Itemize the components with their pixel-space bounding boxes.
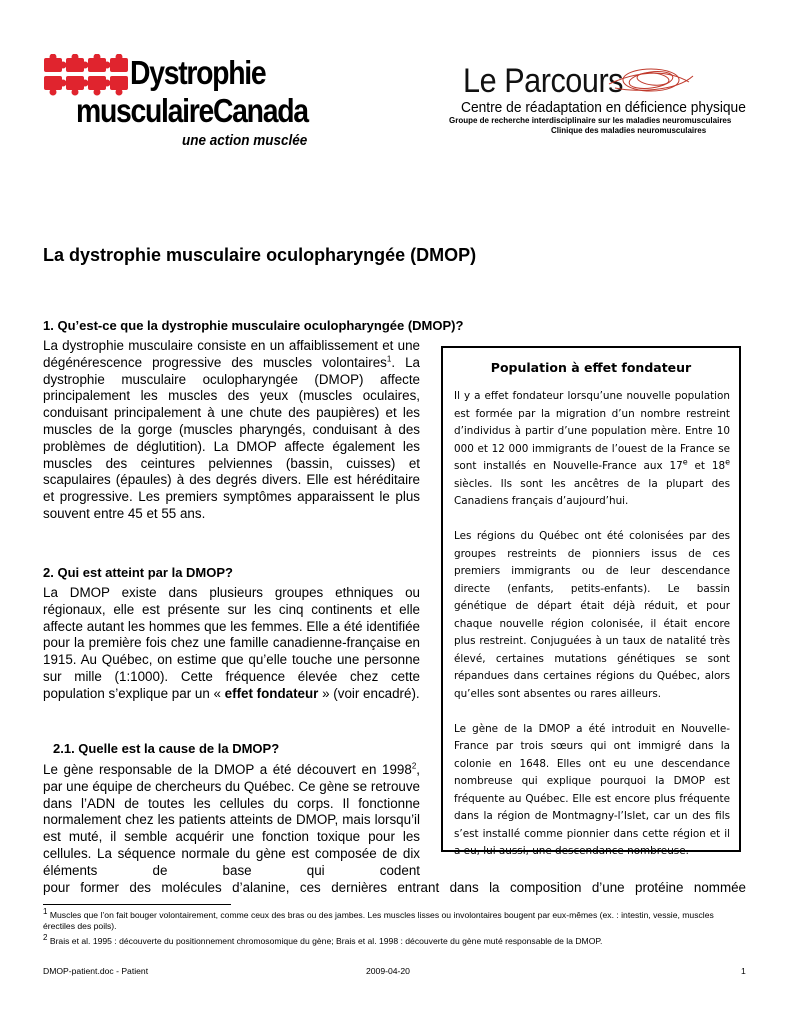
section-2-1-text-b: , par une équipe de chercheurs du Québec. Ce gène se retrouve dans l’ADN de toutes les cellules du corps. Il fonctionne normalement chez les patients atteints de DMOP, mais lorsqu’il est muté, il semble acquérir une fonction toxique pour les cellules. La séquence normale du gène est composée de dix éléments de base qui codent — [43, 762, 420, 878]
section-2-1-text — [43, 762, 420, 880]
footnote-ref-2: 2 — [411, 761, 417, 771]
box-p1-a: Il y a effet fondateur lorsqu’une nouvelle population est formée par la migration d’un nombre restreint d’individus à partir d’une population mère. Entre 10 000 et 12 000 immigrants de l’ouest de la France se sont installés en Nouvelle-France aux 17 — [454, 390, 730, 472]
founder-effect-box — [441, 346, 741, 857]
section-2-text-b: » (voir encadré). — [318, 685, 420, 701]
section-1-text-a: La dystrophie musculaire consiste en un affaiblissement et une dégénérescence progressive des muscles volontaires — [43, 338, 420, 370]
footer-date: 2009-04-20 — [366, 966, 410, 976]
le-parcours-logo — [449, 62, 755, 142]
section-2-heading: 2. Qui est atteint par la DMOP? — [43, 565, 233, 580]
footnote-2 — [43, 933, 743, 947]
page-title: La dystrophie musculaire oculopharyngée (DMOP) — [43, 245, 477, 265]
section-2-bold: effet fondateur — [224, 685, 319, 701]
box-paragraph-3: Le gène de la DMOP a été introduit en Nouvelle-France par trois sœurs qui ont immigré dans la colonie en 1648. Elles ont eu une descendance nombreuse qui explique pourquoi la DMOP est fréquente au Québec. Elle est encore plus fréquente dans la région de Montmagny-l’Islet, car un des fils s’est installé comme pionnier dans cette région et il a eu, lui aussi, une descendance nombreuse. — [454, 722, 730, 857]
footnote-ref-1: 1 — [386, 354, 392, 364]
section-2-text — [43, 585, 420, 703]
footnote-separator — [43, 904, 231, 905]
section-2-text-a: La DMOP existe dans plusieurs groupes ethniques ou régionaux, elle est présente sur les cinq continents et elle affecte autant les hommes que les femmes. Elle a été identifiée pour la première fois chez une famille canadienne-française en 1915. Au Québec, on estime que qu’elle touche une personne sur mille (1:1000). Cette fréquence élevée chez cette population s’explique par un « — [43, 585, 420, 701]
box-title: Population à effet fondateur — [490, 360, 692, 375]
section-2-1-heading: 2.1. Quelle est la cause de la DMOP? — [53, 741, 280, 756]
box-p1-c: siècles. Ils sont les ancêtres de la plupart des Canadiens français d’aujourd’hui. — [454, 477, 730, 507]
footnote-1-text: Muscles que l’on fait bouger volontairement, comme ceux des bras ou des jambes. Les muscles lisses ou involontaires bougent par eux-mêmes (ex. : intestin, vessie, muscles érectiles des poils). — [43, 910, 714, 931]
dmc-logo-line2: musculaireCanada — [76, 92, 308, 129]
box-paragraph-2: Les régions du Québec ont été colonisées par des groupes restreints de pionniers issus de ces premiers immigrants ou de leur descendance directe (enfants, petits-enfants). Le bassin génétique de départ était déjà réduit, et pour chaque nouvelle région colonisée, il était encore plus restreint. Conjuguées à un taux de natalité très élevé, certaines mutations génétiques se sont répandues dans certaines régions du Québec, alors qu’elles sont absentes ou rares ailleurs. — [454, 530, 730, 700]
lp-subtitle: Centre de réadaptation en déficience physique — [461, 100, 746, 116]
puzzle-logo-icon — [42, 54, 134, 96]
dmc-tagline: une action musclée — [182, 132, 308, 149]
lp-line2: Clinique des maladies neuromusculaires — [551, 126, 707, 135]
footer-page-number: 1 — [741, 966, 746, 976]
dmc-logo — [42, 48, 342, 158]
box-p1-sup1: e — [682, 457, 688, 467]
section-1-heading: 1. Qu’est-ce que la dystrophie musculaire oculopharyngée (DMOP)? — [43, 318, 464, 333]
swirl-icon — [605, 62, 695, 100]
lp-line1: Groupe de recherche interdisciplinaire sur les maladies neuromusculaires — [449, 116, 732, 125]
section-1-text-b: . La dystrophie musculaire oculopharyngée (DMOP) affecte principalement les muscles des yeux (muscles oculaires, conduisant principalement à une chute des paupières) et les muscles de la gorge (muscles pharyngés, conduisant à des problèmes de déglutition). La DMOP affecte également les muscles des ceintures pelviennes (bassin, cuisses) et scapulaires (épaules) à des degrés divers. Elle est héréditaire et progressive. Les premiers symptômes apparaissent le plus souvent entre 45 et 55 ans. — [43, 354, 420, 521]
dmc-logo-line1: Dystrophie — [130, 54, 266, 91]
section-1-text — [43, 338, 420, 523]
footer-filename: DMOP-patient.doc - Patient — [43, 966, 149, 976]
box-paragraph-1 — [454, 388, 730, 511]
section-2-1-text-full: pour former des molécules d’alanine, ces dernières entrant dans la composition d’une protéine nommée — [43, 880, 746, 895]
lp-title: Le Parcours — [463, 62, 624, 100]
footnote-2-text: Brais et al. 1995 : découverte du positionnement chromosomique du gène; Brais et al. 1998 : découverte du gène muté responsable de la DMOP. — [47, 936, 603, 946]
footnote-1-number: 1 — [43, 907, 48, 917]
box-p1-sup2: e — [725, 457, 730, 467]
box-p1-b: et 18 — [687, 460, 726, 472]
box-text — [454, 388, 730, 861]
section-2-1-text-a: Le gène responsable de la DMOP a été découvert en 1998 — [43, 762, 412, 777]
footnote-1 — [43, 907, 743, 932]
footnote-2-number: 2 — [43, 933, 48, 943]
